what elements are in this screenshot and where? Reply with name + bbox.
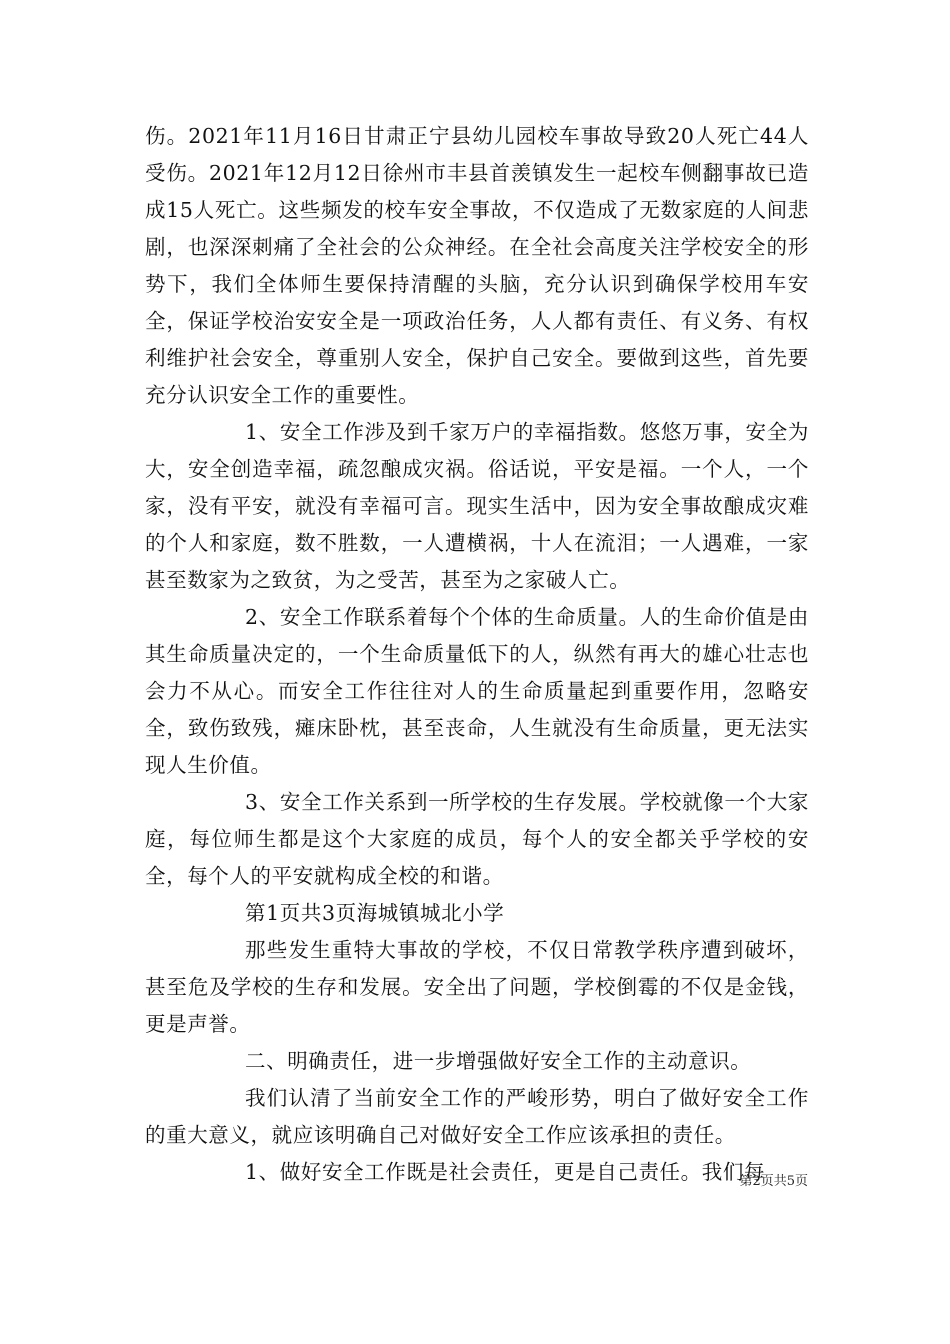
paragraph-6: 我们认清了当前安全工作的严峻形势，明白了做好安全工作的重大意义，就应该明确自己对做好安全工作应该承担的责任。: [145, 1086, 809, 1147]
paragraph-7: 1、做好安全工作既是社会责任，更是自己责任。我们每: [245, 1160, 766, 1184]
paragraph-3: 2、安全工作联系着每个个体的生命质量。人的生命价值是由其生命质量决定的，一个生命质量低下的人，纵然有再大的雄心壮志也会力不从心。而安全工作往往对人的生命质量起到重要作用，忽略安全，致伤致残，瘫床卧枕，甚至丧命，人生就没有生命质量，更无法实现人生价值。: [145, 605, 809, 777]
paragraph-1: 伤。2021年11月16日甘肃正宁县幼儿园校车事故导致20人死亡44人受伤。2021年12月12日徐州市丰县首羡镇发生一起校车侧翻事故已造成15人死亡。这些频发的校车安全事故，不仅造成了无数家庭的人间悲剧，也深深刺痛了全社会的公众神经。在全社会高度关注学校安全的形势下，我们全体师生要保持清醒的头脑，充分认识到确保学校用车安全，保证学校治安安全是一项政治任务，人人都有责任、有义务、有权利维护社会安全，尊重别人安全，保护自己安全。要做到这些，首先要充分认识安全工作的重要性。: [145, 124, 809, 407]
section-heading: 二、明确责任，进一步增强做好安全工作的主动意识。: [245, 1049, 752, 1073]
paragraph-2: 1、安全工作涉及到千家万户的幸福指数。悠悠万事，安全为大，安全创造幸福，疏忽酿成灾祸。俗话说，平安是福。一个人，一个家，没有平安，就没有幸福可言。现实生活中，因为安全事故酿成灾难的个人和家庭，数不胜数，一人遭横祸，十人在流泪；一人遇难，一家甚至数家为之致贫，为之受苦，甚至为之家破人亡。: [145, 420, 809, 592]
page-marker-line: 第1页共3页海城镇城北小学: [245, 901, 505, 925]
paragraph-5: 那些发生重特大事故的学校，不仅日常教学秩序遭到破坏，甚至危及学校的生存和发展。安全出了问题，学校倒霉的不仅是金钱，更是声誉。: [145, 938, 809, 1036]
paragraph-4: 3、安全工作关系到一所学校的生存发展。学校就像一个大家庭，每位师生都是这个大家庭的成员，每个人的安全都关乎学校的安全，每个人的平安就构成全校的和谐。: [145, 790, 809, 888]
document-body: [145, 118, 809, 1191]
page-footer: 第2页共5页: [739, 1174, 808, 1189]
